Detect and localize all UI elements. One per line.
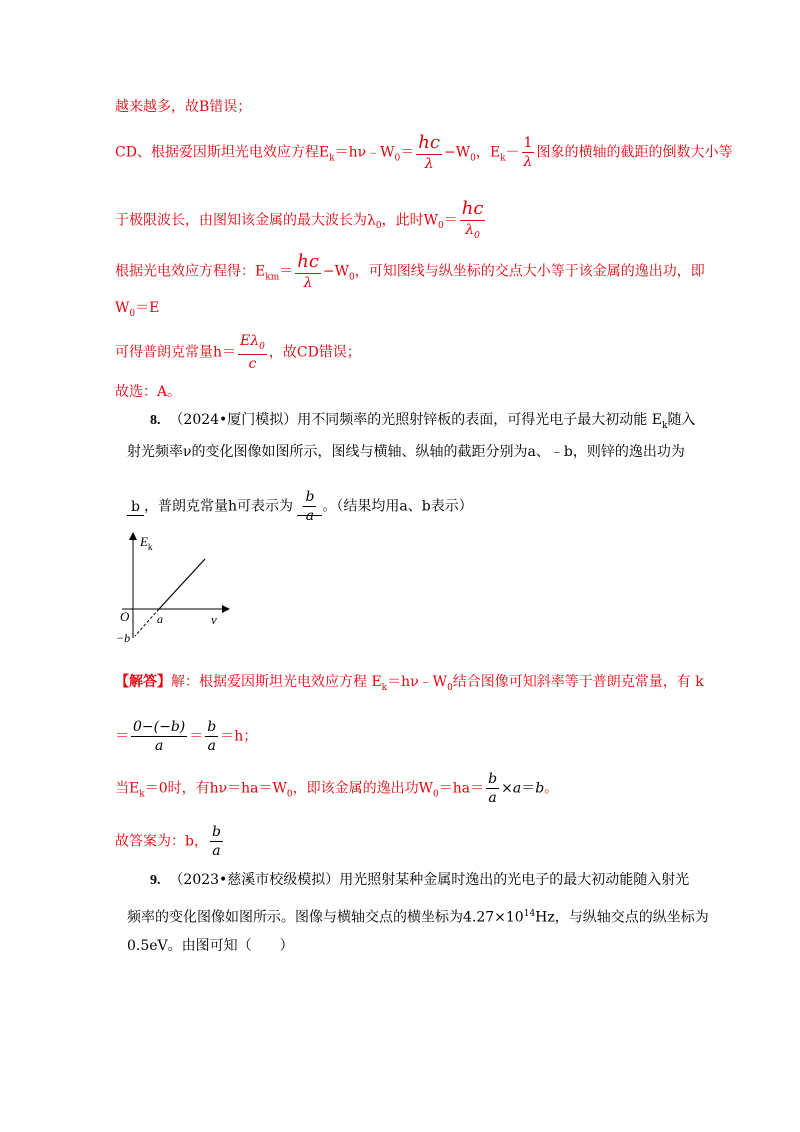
e-lambda0-over-c-fraction: $\frac{E\lambda_0}{c}$ xyxy=(240,333,265,372)
slope-fraction: $\frac{0-(-b)}{a}$ xyxy=(133,719,186,754)
answer-8-final: 故答案为：b， $\frac{b}{a}$ xyxy=(115,824,221,859)
solution-line-b: 越来越多，故B错误； xyxy=(115,99,252,115)
one-over-lambda-fraction: $\frac{1}{\lambda}$ xyxy=(523,135,533,170)
solution-line-w0e: $W_0=E$ xyxy=(115,300,160,319)
graph-line xyxy=(159,559,205,609)
solution-line-planck: 可得普朗克常量h＝ $\frac{E\lambda_0}{c}$ ，故CD错误； xyxy=(115,333,361,372)
hc-over-lambda0-fraction: $\frac{hc}{\lambda_0}$ xyxy=(461,198,484,241)
ek-vs-frequency-graph xyxy=(108,528,238,648)
y-axis-label: $E_k$ xyxy=(140,534,153,552)
hc-over-lambda-fraction-2: $\frac{hc}{\lambda}$ xyxy=(297,251,319,291)
solution-line-ekm: 根据光电效应方程得：$E_{km}=$ $\frac{hc}{\lambda}$ $-W_0$，可知图线与纵坐标的交点大小等于该金属的逸出功，即 xyxy=(115,251,705,291)
answer-blank-work-function: b xyxy=(127,499,144,516)
b-over-a-fraction: $\frac{b}{a}$ xyxy=(207,719,217,754)
solution-line-choose: 故选：A。 xyxy=(115,384,182,400)
x-intercept-label: a xyxy=(157,612,163,626)
final-b-over-a: $\frac{b}{a}$ xyxy=(211,824,221,859)
y-intercept-label: −b xyxy=(116,631,131,645)
extrapolated-dashed-line xyxy=(135,609,159,636)
origin-label: O xyxy=(120,609,130,624)
question-8-line-1: 8. （2024•厦门模拟）用不同频率的光照射锌板的表面，可得光电子最大初动能 $E_k$随入 xyxy=(150,412,696,431)
x-axis-label: ν xyxy=(211,612,217,627)
answer-8-line-3: 当$E_k=0$时，有$h\nu=ha=W_0$，即该金属的逸出功$W_0=ha=$ $\frac{b}{a}$ ×a＝b。 xyxy=(115,771,559,806)
question-9-line-3: 0.5eV。由图可知（ ） xyxy=(127,938,294,954)
solution-line-limit: 于极限波长，由图知该金属的最大波长为$\lambda_0$，此时$W_0=$ $\frac{hc}{\lambda_0}$ xyxy=(115,198,484,241)
b-over-a-fraction-2: $\frac{b}{a}$ xyxy=(488,771,498,806)
solution-line-cd: CD、根据爱因斯坦光电效应方程$E_k=h\nu﹣W_0=$ $\frac{hc}{\lambda}$ $-W_0$，$E_k-$ $\frac{1}{\lambda}$ 图象的横轴的截距的倒数大小等 xyxy=(115,132,733,172)
answer-8-line-2: ＝ $\frac{0-(-b)}{a}$ ＝ $\frac{b}{a}$ ＝h； xyxy=(115,719,258,754)
question-9-line-2: 频率的变化图像如图所示。图像与横轴交点的横坐标为$4.27\times 10^{14}Hz$，与纵轴交点的纵坐标为 xyxy=(127,909,709,926)
hc-over-lambda-fraction: $\frac{hc}{\lambda}$ xyxy=(418,132,440,172)
question-9-line-1: 9. （2023•慈溪市校级模拟）用光照射某种金属时逸出的光电子的最大初动能随入射光 xyxy=(150,872,690,888)
question-8-line-3: b ，普朗克常量h可表示为 $\frac{b}{a}$ 。（结果均用a、b表示） xyxy=(127,490,473,523)
answer-8-line-1: 【解答】解：根据爱因斯坦光电效应方程 $E_k=h\nu﹣W_0$结合图像可知斜率等于普朗克常量，有 k xyxy=(115,674,704,693)
x-axis-arrow xyxy=(222,605,230,613)
question-8-line-2: 射光频率ν的变化图像如图所示，图线与横轴、纵轴的截距分别为a、﹣b，则锌的逸出功为 xyxy=(127,444,685,460)
answer-blank-planck: $\frac{b}{a}$ xyxy=(297,499,322,516)
y-axis-arrow xyxy=(129,532,137,540)
